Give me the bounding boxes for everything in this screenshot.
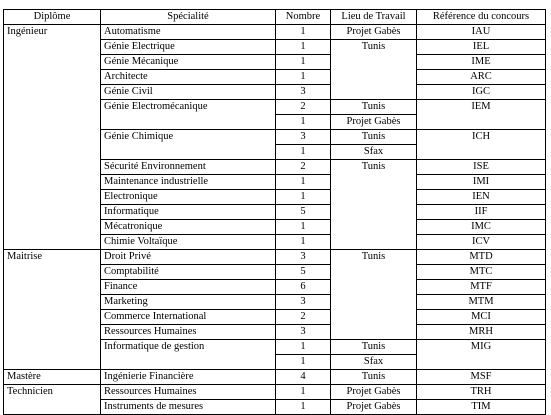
cell-reference: IEN <box>417 190 546 205</box>
cell-nombre: 1 <box>276 70 331 85</box>
concours-table <box>3 9 546 415</box>
cell-reference: IAU <box>417 25 546 40</box>
cell-reference: IME <box>417 55 546 70</box>
table-row <box>4 385 546 400</box>
cell-reference: ICH <box>417 130 546 160</box>
cell-nombre: 2 <box>276 310 331 325</box>
cell-specialite: Comptabilité <box>101 265 276 280</box>
cell-reference: ICV <box>417 235 546 250</box>
cell-nombre: 3 <box>276 250 331 265</box>
cell-nombre: 1 <box>276 400 331 415</box>
cell-nombre: 1 <box>276 340 331 355</box>
cell-specialite: Génie Civil <box>101 85 276 100</box>
cell-reference: IEM <box>417 100 546 130</box>
cell-lieu: Tunis <box>331 250 417 340</box>
cell-lieu: Tunis <box>331 130 417 145</box>
cell-specialite: Commerce International <box>101 310 276 325</box>
cell-reference: IMC <box>417 220 546 235</box>
cell-reference: IMI <box>417 175 546 190</box>
cell-specialite: Sécurité Environnement <box>101 160 276 175</box>
cell-reference: MRH <box>417 325 546 340</box>
cell-nombre: 1 <box>276 115 331 130</box>
cell-specialite: Maintenance industrielle <box>101 175 276 190</box>
cell-specialite: Ressources Humaines <box>101 325 276 340</box>
header-reference: Référence du concours <box>417 10 546 25</box>
cell-specialite: Mécatronique <box>101 220 276 235</box>
cell-diplome: Technicien <box>4 385 101 415</box>
cell-reference: TIM <box>417 400 546 415</box>
cell-specialite: Ingénierie Financière <box>101 370 276 385</box>
cell-lieu: Projet Gabès <box>331 115 417 130</box>
cell-nombre: 6 <box>276 280 331 295</box>
cell-lieu: Tunis <box>331 40 417 100</box>
cell-reference: TRH <box>417 385 546 400</box>
header-specialite: Spécialité <box>101 10 276 25</box>
cell-specialite: Génie Mécanique <box>101 55 276 70</box>
cell-nombre: 2 <box>276 160 331 175</box>
cell-nombre: 1 <box>276 175 331 190</box>
cell-reference: MIG <box>417 340 546 370</box>
cell-diplome: Maitrise <box>4 250 101 370</box>
cell-specialite: Informatique <box>101 205 276 220</box>
cell-nombre: 1 <box>276 385 331 400</box>
cell-lieu: Tunis <box>331 370 417 385</box>
cell-nombre: 3 <box>276 295 331 310</box>
cell-reference: ARC <box>417 70 546 85</box>
cell-reference: MSF <box>417 370 546 385</box>
cell-nombre: 5 <box>276 265 331 280</box>
cell-nombre: 4 <box>276 370 331 385</box>
cell-specialite: Ressources Humaines <box>101 385 276 400</box>
cell-reference: MTD <box>417 250 546 265</box>
table-row <box>4 370 546 385</box>
cell-nombre: 3 <box>276 85 331 100</box>
header-nombre: Nombre <box>276 10 331 25</box>
cell-specialite: Finance <box>101 280 276 295</box>
cell-reference: ISE <box>417 160 546 175</box>
table-body <box>4 25 546 415</box>
cell-nombre: 1 <box>276 55 331 70</box>
cell-diplome: Mastère <box>4 370 101 385</box>
cell-nombre: 1 <box>276 145 331 160</box>
cell-nombre: 1 <box>276 235 331 250</box>
cell-lieu: Tunis <box>331 100 417 115</box>
cell-nombre: 1 <box>276 25 331 40</box>
cell-reference: IEL <box>417 40 546 55</box>
cell-specialite: Génie Electrique <box>101 40 276 55</box>
cell-reference: MTC <box>417 265 546 280</box>
cell-lieu: Tunis <box>331 160 417 250</box>
cell-specialite: Automatisme <box>101 25 276 40</box>
cell-nombre: 2 <box>276 100 331 115</box>
cell-specialite: Architecte <box>101 70 276 85</box>
cell-nombre: 1 <box>276 220 331 235</box>
cell-specialite: Génie Chimique <box>101 130 276 160</box>
cell-nombre: 3 <box>276 325 331 340</box>
table-row <box>4 250 546 265</box>
table-row <box>4 25 546 40</box>
cell-diplome: Ingénieur <box>4 25 101 250</box>
cell-reference: MTM <box>417 295 546 310</box>
cell-nombre: 1 <box>276 40 331 55</box>
cell-lieu: Projet Gabès <box>331 400 417 415</box>
cell-nombre: 3 <box>276 130 331 145</box>
header-diplome: Diplôme <box>4 10 101 25</box>
cell-nombre: 5 <box>276 205 331 220</box>
cell-specialite: Marketing <box>101 295 276 310</box>
cell-lieu: Projet Gabès <box>331 385 417 400</box>
cell-specialite: Chimie Voltaïque <box>101 235 276 250</box>
cell-reference: IIF <box>417 205 546 220</box>
cell-nombre: 1 <box>276 355 331 370</box>
cell-specialite: Informatique de gestion <box>101 340 276 370</box>
cell-reference: IGC <box>417 85 546 100</box>
cell-lieu: Tunis <box>331 340 417 355</box>
cell-specialite: Génie Electromécanique <box>101 100 276 130</box>
cell-specialite: Instruments de mesures <box>101 400 276 415</box>
header-row <box>4 10 546 25</box>
header-lieu: Lieu de Travail <box>331 10 417 25</box>
cell-specialite: Electronique <box>101 190 276 205</box>
cell-specialite: Droit Privé <box>101 250 276 265</box>
cell-lieu: Sfax <box>331 145 417 160</box>
cell-lieu: Sfax <box>331 355 417 370</box>
cell-reference: MCI <box>417 310 546 325</box>
cell-lieu: Projet Gabès <box>331 25 417 40</box>
cell-nombre: 1 <box>276 190 331 205</box>
cell-reference: MTF <box>417 280 546 295</box>
